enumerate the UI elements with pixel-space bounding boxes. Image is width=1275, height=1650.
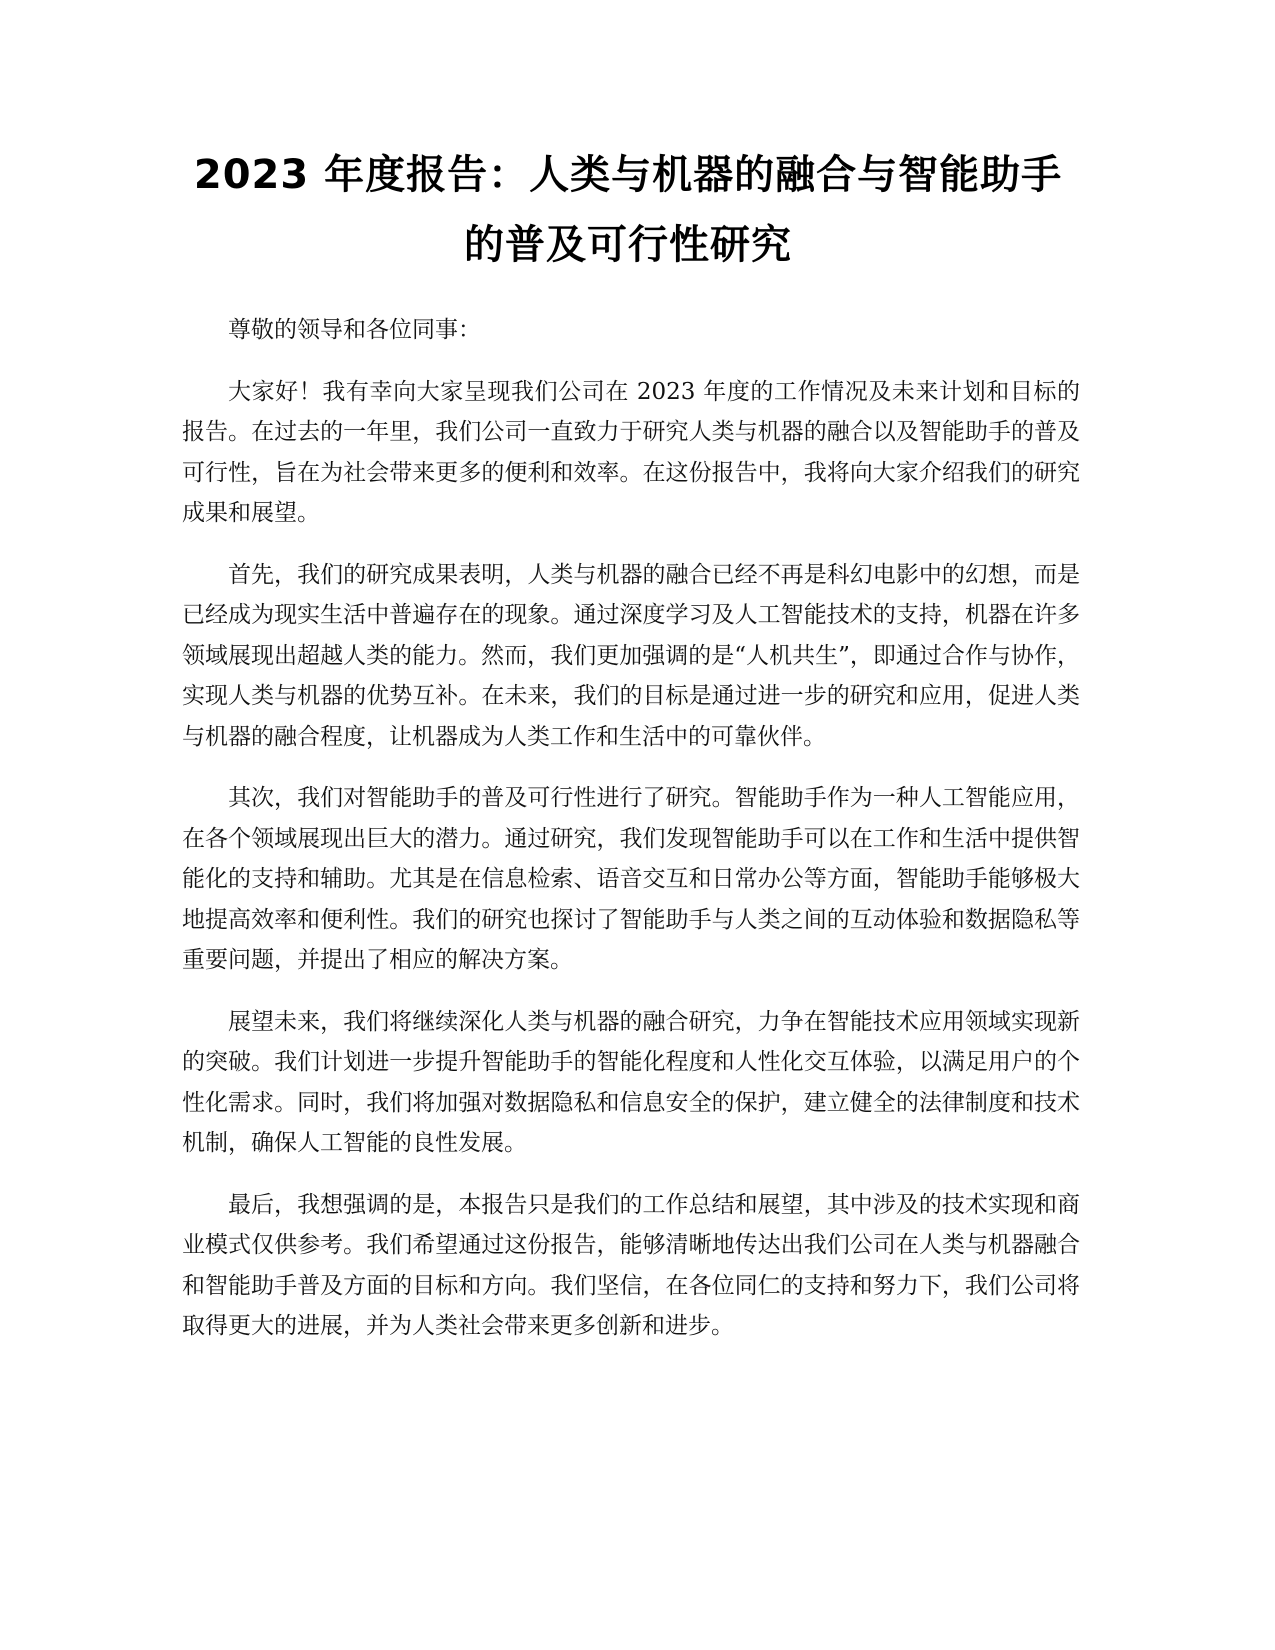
salutation: 尊敬的领导和各位同事： xyxy=(228,317,481,343)
paragraph-conclusion: 最后，我想强调的是，本报告只是我们的工作总结和展望，其中涉及的技术实现和商业模式仅供参考。我们希望通过这份报告，能够清晰地传达出我们公司在人类与机器融合和智能助手普及方面的目标和方向。我们坚信，在各位同仁的支持和努力下，我们公司将取得更大的进展，并为人类社会带来更多创新和进步。 xyxy=(182,1191,1080,1339)
paragraph-assistant-study: 其次，我们对智能助手的普及可行性进行了研究。智能助手作为一种人工智能应用，在各个领域展现出巨大的潜力。通过研究，我们发现智能助手可以在工作和生活中提供智能化的支持和辅助。尤其是在信息检索、语音交互和日常办公等方面，智能助手能够极大地提高效率和便利性。我们的研究也探讨了智能助手与人类之间的互动体验和数据隐私等重要问题，并提出了相应的解决方案。 xyxy=(182,785,1080,973)
paragraph-research-results: 首先，我们的研究成果表明，人类与机器的融合已经不再是科幻电影中的幻想，而是已经成为现实生活中普遍存在的现象。通过深度学习及人工智能技术的支持，机器在许多领域展现出超越人类的能力。然而，我们更加强调的是“人机共生”，即通过合作与协作，实现人类与机器的优势互补。在未来，我们的目标是通过进一步的研究和应用，促进人类与机器的融合程度，让机器成为人类工作和生活中的可靠伙伴。 xyxy=(182,561,1080,750)
document-body xyxy=(182,310,1080,1368)
paragraph-outlook: 展望未来，我们将继续深化人类与机器的融合研究，力争在智能技术应用领域实现新的突破。我们计划进一步提升智能助手的智能化程度和人性化交互体验，以满足用户的个性化需求。同时，我们将加强对数据隐私和信息安全的保护，建立健全的法律制度和技术机制，确保人工智能的良性发展。 xyxy=(182,1008,1080,1156)
paragraph-intro: 大家好！我有幸向大家呈现我们公司在 2023 年度的工作情况及未来计划和目标的报告。在过去的一年里，我们公司一直致力于研究人类与机器的融合以及智能助手的普及可行性，旨在为社会带来更多的便利和效率。在这份报告中，我将向大家介绍我们的研究成果和展望。 xyxy=(182,378,1080,526)
document-title: 2023 年度报告：人类与机器的融合与智能助手的普及可行性研究 xyxy=(193,152,1063,268)
